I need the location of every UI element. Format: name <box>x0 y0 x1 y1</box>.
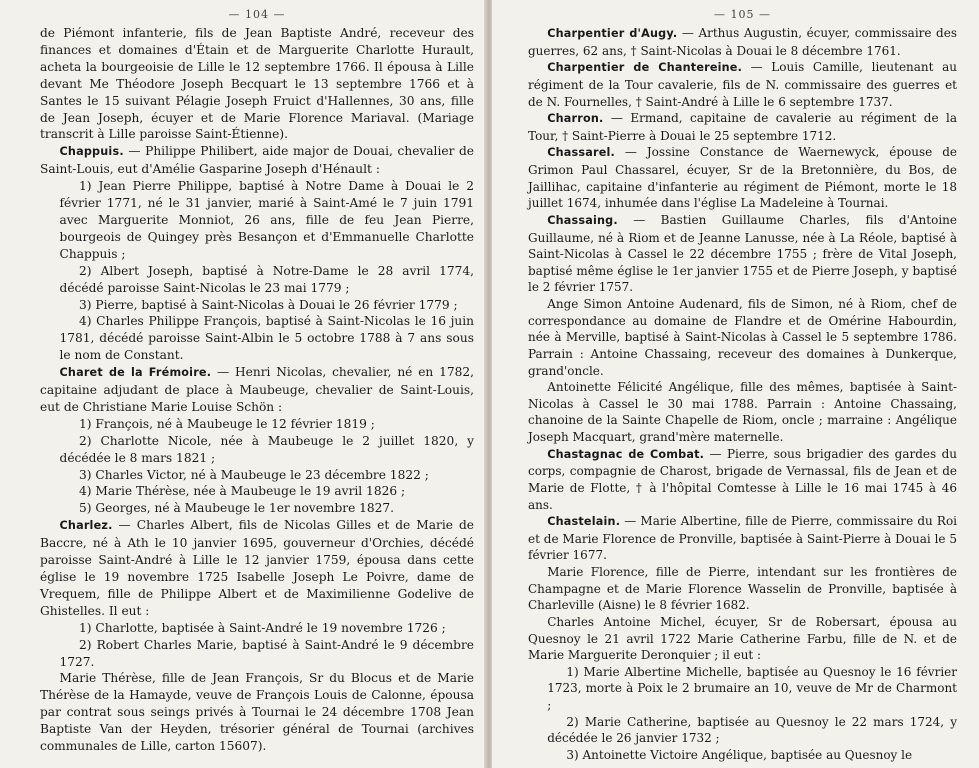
paragraph-text: 3) Pierre, baptisé à Saint-Nicolas à Douai le 26 février 1779 ; <box>79 297 458 312</box>
entry-surname: Chastagnac de Combat. <box>547 447 705 461</box>
right-page <box>492 0 979 768</box>
entry-surname: Chastelain. <box>547 515 621 529</box>
paragraph-text: Antoinette Félicité Angélique, fille des mêmes, baptisée à Saint-Nicolas à Cassel le 30 mai 1788. Parrain : Antoine Chassaing, chanoine de la Sainte Chapelle de Riom, oncle ; marraine : Angélique Joseph Macquart, grand'mère maternelle. <box>528 380 957 444</box>
entry-paragraph <box>528 59 957 110</box>
paragraph-text: 1) Marie Albertine Michelle, baptisée au Quesnoy le 16 février 1723, morte à Poix le 2 brumaire an 10, veuve de Mr de Charmont ; <box>547 664 957 712</box>
entry-paragraph <box>528 446 957 514</box>
paragraph-text: 2) Albert Joseph, baptisé à Notre-Dame le 28 avril 1774, décédé paroisse Saint-Nicolas le 23 mai 1779 ; <box>59 263 474 295</box>
entry-paragraph <box>40 517 474 619</box>
list-item <box>40 500 474 517</box>
entry-surname: Charet de la Frémoire. <box>59 366 212 380</box>
paragraph-text: 2) Robert Charles Marie, baptisé à Saint-André le 9 décembre 1727. <box>59 637 474 669</box>
paragraph-text: — Charles Albert, fils de Nicolas Gilles et de Marie de Baccre, né à Ath le 10 janvier 1695, gouverneur d'Orchies, décédé paroisse Saint-André à Lille le 12 janvier 1759, épousa dans cette église le 19 novembre 1725 Isabelle Joseph Le Poivre, dame de Vrequem, fille de Philippe Albert et de Maximilienne Godelive de Ghistelles. Il eut : <box>40 518 474 618</box>
paragraph-text: — Bastien Guillaume Charles, fils d'Antoine Guillaume, né à Riom et de Jeanne Lanusse, née à La Réole, baptisé à Saint-Nicolas à Cassel le 22 décembre 1755 ; frère de Vital Joseph, baptisé même église le 1er janvier 1755 et de Pierre Joseph, y baptisé le 2 février 1757. <box>528 212 957 295</box>
paragraph-text: — Jossine Constance de Waernewyck, épouse de Grimon Paul Chassarel, écuyer, Sr de la Bretonnière, du Bos, de Jaillihac, capitaine d'infanterie au régiment de Piémont, morte le 18 juillet 1674, inhumée dans l'église La Madeleine à Tournai. <box>528 145 957 211</box>
list-item <box>40 416 474 433</box>
entry-surname: Chappuis. <box>59 145 124 159</box>
list-item <box>40 433 474 467</box>
paragraph-text: 1) Charlotte, baptisée à Saint-André le 19 novembre 1726 ; <box>79 620 446 635</box>
page-number: — 105 — <box>528 8 957 22</box>
paragraph-text: — Ermand, capitaine de cavalerie au régiment de la Tour, † Saint-Pierre à Douai le 25 septembre 1712. <box>528 111 957 143</box>
paragraph-text: Charles Antoine Michel, écuyer, Sr de Robersart, épousa au Quesnoy le 21 avril 1722 Marie Catherine Farbu, fille de N. et de Marie Marguerite Deronquier ; il eut : <box>528 614 957 663</box>
paragraph-text: 1) Jean Pierre Philippe, baptisé à Notre Dame à Douai le 2 février 1771, né le 31 janvier, marié à Saint-Amé le 7 juin 1791 avec Marguerite Monniot, 26 ans, fille de feu Jean Pierre, bourgeois de Quingey près Besançon et d'Emmanuelle Charlotte Chappuis ; <box>59 179 474 261</box>
page-body <box>40 25 474 755</box>
page-number: — 104 — <box>40 8 474 22</box>
list-item <box>528 714 957 747</box>
paragraph <box>528 296 957 379</box>
entry-surname: Chassarel. <box>547 146 615 160</box>
list-item <box>40 467 474 484</box>
list-item <box>40 483 474 500</box>
entry-paragraph <box>528 513 957 564</box>
paragraph-text: 2) Marie Catherine, baptisée au Quesnoy le 22 mars 1724, y décédée le 26 janvier 1732 ; <box>547 714 957 746</box>
paragraph-text: Marie Thérèse, fille de Jean François, Sr du Blocus et de Marie Thérèse de la Hamayde, veuve de François Louis de Calonne, épousa par contrat sous seings privés à Tournai le 24 décembre 1708 Jean Baptiste Van der Heyden, trésorier général de Tournai (archives communales de Lille, carton 15607). <box>40 671 474 754</box>
list-item <box>528 664 957 714</box>
paragraph <box>528 614 957 664</box>
paragraph-text: 3) Antoinette Victoire Angélique, baptisée au Quesnoy le <box>566 747 913 762</box>
paragraph-text: 4) Charles Philippe François, baptisé à Saint-Nicolas le 16 juin 1781, décédé paroisse Saint-Albin le 5 octobre 1788 à 7 ans sous le nom de Constant. <box>59 314 474 363</box>
list-item <box>40 297 474 314</box>
paragraph-text: 3) Charles Victor, né à Maubeuge le 23 décembre 1822 ; <box>79 467 429 482</box>
list-item <box>40 637 474 671</box>
entry-paragraph <box>528 144 957 212</box>
paragraph <box>40 25 474 143</box>
entry-paragraph <box>528 110 957 144</box>
entry-surname: Charpentier d'Augy. <box>547 27 678 40</box>
paragraph-text: — Philippe Philibert, aide major de Douai, chevalier de Saint-Louis, eut d'Amélie Gasparine Joseph d'Hénault : <box>40 144 474 177</box>
paragraph-text: Marie Florence, fille de Pierre, intendant sur les frontières de Champagne et de Marie Florence Wasselin de Pronville, baptisée à Charleville (Aisne) le 8 février 1682. <box>528 565 957 613</box>
page-body <box>528 25 957 764</box>
paragraph <box>528 379 957 446</box>
paragraph-text: — Louis Camille, lieutenant au régiment de la Tour cavalerie, fils de N. commissaire des guerres et de N. Fournelles, † Saint-André à Lille le 6 septembre 1737. <box>528 60 957 109</box>
paragraph-text: — Pierre, sous brigadier des gardes du corps, compagnie de Charost, brigade de Vernassal, fils de Jean et de Marie de Flotte, † à l'hôpital Comtesse à Lille le 16 mai 1745 à 46 ans. <box>528 446 958 512</box>
entry-paragraph <box>40 143 474 178</box>
paragraph-text: — Marie Albertine, fille de Pierre, commissaire du Roi et de Marie Florence de Pronville, baptisée à Saint-Pierre à Douai le 5 février 1677. <box>528 514 957 563</box>
paragraph <box>528 564 957 614</box>
paragraph-text: — Henri Nicolas, chevalier, né en 1782, capitaine adjudant de place à Maubeuge, chevalier de Saint-Louis, eut de Christiane Marie Louise Schön : <box>40 365 474 414</box>
entry-paragraph <box>528 212 957 296</box>
paragraph-text: 2) Charlotte Nicole, née à Maubeuge le 2 juillet 1820, y décédée le 8 mars 1821 ; <box>59 433 474 465</box>
paragraph-text: 5) Georges, né à Maubeuge le 1er novembre 1827. <box>79 501 395 516</box>
list-item <box>40 263 474 297</box>
list-item <box>40 620 474 637</box>
paragraph-text: 1) François, né à Maubeuge le 12 février 1819 ; <box>79 416 375 431</box>
entry-paragraph <box>40 364 474 416</box>
paragraph <box>40 670 474 755</box>
list-item <box>40 178 474 263</box>
list-item <box>528 747 957 764</box>
entry-paragraph <box>528 25 957 59</box>
entry-surname: Charlez. <box>59 519 113 533</box>
paragraph-text: — Arthus Augustin, écuyer, commissaire des guerres, 62 ans, † Saint-Nicolas à Douai le 8 décembre 1761. <box>528 26 957 58</box>
entry-surname: Charpentier de Chantereine. <box>547 61 743 75</box>
paragraph-text: de Piémont infanterie, fils de Jean Baptiste André, receveur des finances et domaines d'Étain et de Marguerite Charlotte Hurault, acheta la bourgeoisie de Lille le 12 septembre 1766. Il épousa à Lille devant Me Théodore Joseph Becquart le 13 septembre 1766 et à Santes le 15 suivant Pélagie Joseph Fruict d'Hallennes, 30 ans, fille de Jean Joseph, écuyer et de Marie Florence Mariaval. (Mariage transcrit à Lille paroisse Saint-Étienne). <box>40 26 474 142</box>
paragraph-text: 4) Marie Thérèse, née à Maubeuge le 19 avril 1826 ; <box>79 484 406 499</box>
list-item <box>40 313 474 364</box>
left-page <box>0 0 488 768</box>
paragraph-text: Ange Simon Antoine Audenard, fils de Simon, né à Riom, chef de correspondance au domaine de Flandre et de Omérine Habourdin, née à Merville, baptisé à Saint-Nicolas à Cassel le 5 septembre 1786. Parrain : Antoine Chassaing, receveur des domaines à Dunkerque, grand'oncle. <box>528 297 957 378</box>
entry-surname: Charron. <box>547 112 604 126</box>
entry-surname: Chassaing. <box>547 213 618 227</box>
